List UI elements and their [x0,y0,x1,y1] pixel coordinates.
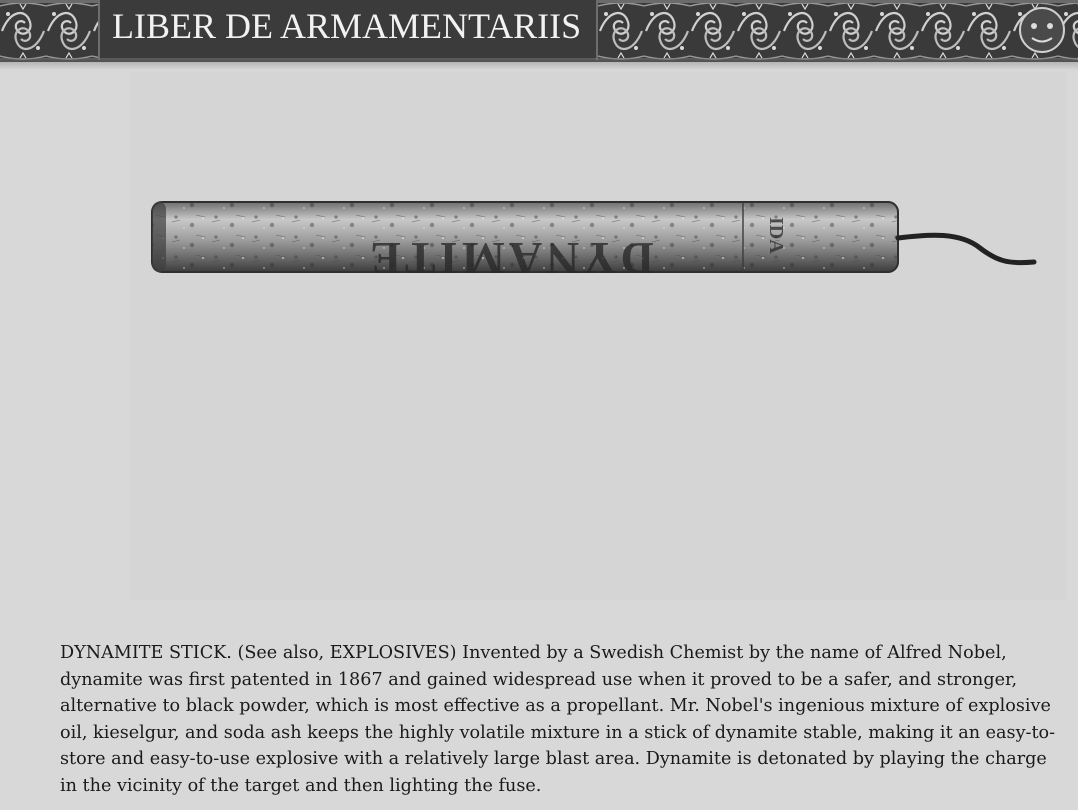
title-plate [98,0,598,60]
fuse-icon [898,235,1034,262]
header-shadow [0,58,1078,70]
page-title: LIBER DE ARMAMENTARIIS [112,6,582,46]
entry-description: DYNAMITE STICK. (See also, EXPLOSIVES) Invented by a Swedish Chemist by the name of Alfred Nobel, dynamite was first patented in 1867 and gained widespread use when it proved to be a safer, and stronger, alternative to black powder, which is most effective as a propellant. Mr. Nobel's ingenious mixture of explosive oil, kieselgur, and soda ash keeps the highly volatile mixture in a stick of dynamite stable, making it an easy-to-store and easy-to-use explosive with a relatively large blast area. Dynamite is detonated by playing the charge in the vicinity of the target and then lighting the fuse. [60,643,1056,796]
stick-label: DYNAMITE [366,233,654,284]
header-banner [0,0,1078,62]
dynamite-stick-icon [130,72,1066,600]
illustration-panel [130,72,1066,600]
stick-end-label: IDA [765,217,787,254]
